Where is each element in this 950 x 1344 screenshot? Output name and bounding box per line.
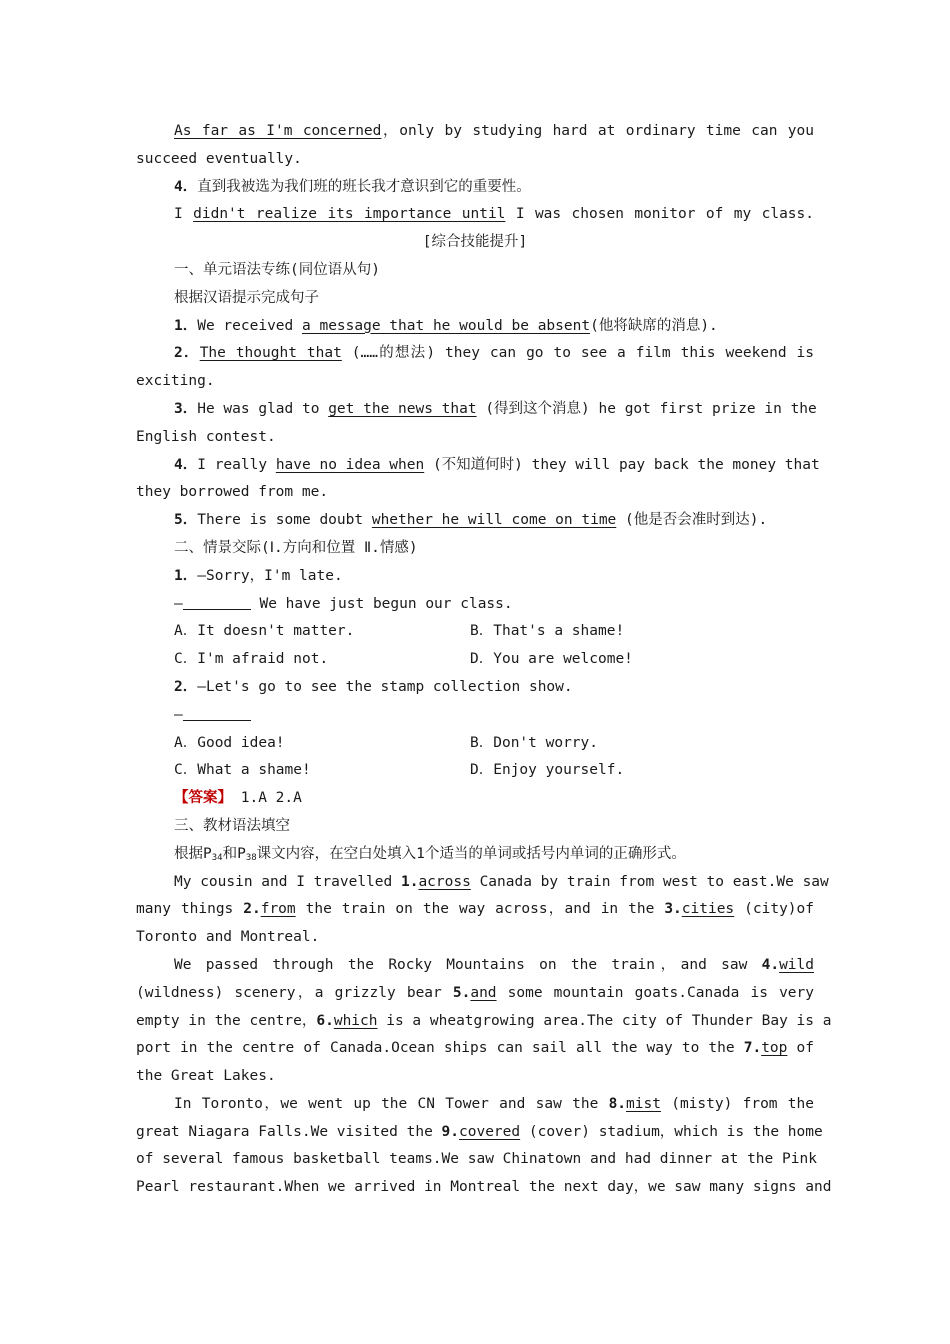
exercise-item: [136, 340, 814, 368]
passage-text: (misty) from the: [660, 1095, 814, 1112]
item-text: He was glad to: [197, 400, 329, 417]
text-line: [136, 118, 814, 146]
item-text: (得到这个消息) he got first prize in the: [485, 400, 817, 417]
exercise-item: [136, 313, 814, 341]
blank-number: 5.: [452, 984, 471, 1001]
passage-text: (wildness) scenery，a grizzly bear: [136, 984, 453, 1001]
blank-number: 4.: [761, 956, 780, 973]
dash: —: [174, 595, 183, 612]
passage-text: many things: [136, 901, 244, 918]
text-line: [136, 201, 814, 229]
passage-line: [136, 869, 829, 897]
item-number: 4．: [174, 456, 198, 473]
answer-tag: 【答案】: [174, 790, 232, 807]
option-d[interactable]: D．You are welcome!: [470, 651, 633, 668]
item-number: 1．: [174, 317, 198, 334]
exercise-item: [136, 452, 820, 480]
instructions: 根据汉语提示完成句子: [174, 289, 319, 306]
passage-line: [136, 952, 814, 980]
answer-text: mist: [626, 1095, 661, 1112]
dialogue-question: [136, 563, 814, 591]
answer-text: wild: [779, 956, 814, 973]
answer-text: covered: [459, 1123, 521, 1140]
answer-text: The thought that: [199, 345, 342, 362]
item-text: I really: [197, 456, 276, 473]
blank-number: 7.: [743, 1040, 762, 1057]
section-title: 一、单元语法专练(同位语从句): [174, 261, 380, 278]
sentence-text: I was chosen monitor of my class.: [505, 206, 814, 223]
blank-number: 8.: [608, 1095, 627, 1112]
exercise-item: [136, 396, 817, 424]
passage-text: port in the centre of Canada.Ocean ships can sail all the way to the: [136, 1040, 744, 1057]
question-text: 直到我被选为我们班的班长我才意识到它的重要性。: [197, 178, 531, 195]
passage-line: [136, 1119, 823, 1147]
text-line: English contest.: [136, 428, 276, 445]
answer-text: get the news that: [328, 400, 477, 417]
document-page: [136, 118, 832, 1202]
answer-text: a message that he would be absent: [302, 317, 591, 334]
question-line: [136, 174, 814, 202]
passage-line: [136, 980, 814, 1008]
section-title: 三、教材语法填空: [174, 817, 290, 834]
sentence-text: I: [174, 206, 194, 223]
answer-text: which: [333, 1012, 378, 1029]
passage-text: the train on the way across，and in the: [295, 901, 665, 918]
item-number: 3．: [174, 400, 198, 417]
item-number: 2．: [174, 678, 198, 695]
option-a[interactable]: A．Good idea!: [174, 734, 285, 751]
option-b[interactable]: B．Don't worry.: [470, 734, 598, 751]
page-subscript: 34: [211, 852, 223, 863]
options-row: [136, 730, 814, 758]
passage-text: of: [787, 1040, 814, 1057]
passage-line: Pearl restaurant.When we arrived in Montreal the next day，we saw many signs and: [136, 1179, 832, 1196]
answer-text: cities: [681, 901, 735, 918]
dash: —: [174, 706, 183, 723]
sentence-text: ，only by studying hard at ordinary time can you: [381, 123, 814, 139]
passage-text: My cousin and I travelled: [174, 873, 401, 890]
passage-text: We passed through the Rocky Mountains on the train，and saw: [174, 956, 762, 973]
answer-text: have no idea when: [275, 456, 425, 473]
item-text: (……的想法) they can go to see a film this weekend is: [351, 345, 814, 362]
section-title: 二、情景交际(Ⅰ.方向和位置 Ⅱ.情感): [174, 539, 418, 556]
answer-text: across: [418, 873, 471, 890]
text-line: succeed eventually.: [136, 150, 302, 167]
blank-number: 3.: [664, 901, 682, 918]
instr-text: 根据P: [174, 845, 212, 862]
passage-text: Canada by train from west to east.We saw: [470, 873, 829, 890]
answer-text: from: [260, 901, 296, 918]
item-number: 2．: [174, 345, 200, 362]
passage-line: [136, 1035, 814, 1063]
blank-number: 9.: [441, 1123, 460, 1140]
passage-text: is a wheatgrowing area.The city of Thunder Bay is a: [377, 1012, 832, 1029]
item-number: 1．: [174, 567, 198, 584]
answer-text: As far as I'm concerned: [174, 123, 382, 139]
blank-number: 2.: [243, 901, 261, 918]
text-line: exciting.: [136, 373, 215, 390]
section-heading: [综合技能提升]: [422, 234, 528, 251]
item-text: (他是否会准时到达).: [625, 512, 768, 529]
passage-text: (city)of: [734, 901, 814, 918]
options-row: [136, 757, 814, 785]
page-subscript: 38: [245, 852, 257, 863]
option-d[interactable]: D．Enjoy yourself.: [470, 762, 625, 779]
option-b[interactable]: B．That's a shame!: [470, 623, 625, 640]
passage-text: (cover) stadium，which is the home: [520, 1123, 823, 1140]
passage-text: great Niagara Falls.We visited the: [136, 1123, 442, 1140]
dialogue-reply: [136, 702, 814, 730]
passage-text: empty in the centre，: [136, 1012, 317, 1029]
item-text: We received: [197, 317, 302, 334]
option-c[interactable]: C．I'm afraid not.: [174, 651, 329, 668]
item-number: 5．: [174, 512, 198, 529]
instr-text: 和P: [222, 845, 246, 862]
option-a[interactable]: A．It doesn't matter.: [174, 623, 355, 640]
reply-text: We have just begun our class.: [250, 595, 513, 612]
options-row: [136, 646, 814, 674]
instructions: [136, 841, 814, 869]
answer-blank[interactable]: [183, 595, 251, 610]
text-line: they borrowed from me.: [136, 484, 329, 501]
dialogue-reply: [136, 591, 814, 619]
answer-line: [136, 785, 814, 813]
passage-line: of several famous basketball teams.We saw Chinatown and had dinner at the Pink: [136, 1151, 817, 1168]
answer-text: top: [761, 1040, 788, 1057]
blank-number: 6.: [316, 1012, 334, 1029]
passage-text: some mountain goats.Canada is very: [496, 984, 814, 1001]
answer-text: whether he will come on time: [371, 512, 617, 529]
passage-line: [136, 896, 814, 924]
passage-line: [136, 1008, 832, 1036]
options-row: [136, 618, 814, 646]
blank-number: 1.: [400, 873, 419, 890]
answer-blank[interactable]: [183, 706, 251, 721]
item-text: (他将缺席的消息).: [590, 317, 718, 334]
answer-text: didn't realize its importance until: [193, 206, 506, 223]
instr-text: 课文内容，在空白处填入1个适当的单词或括号内单词的正确形式。: [256, 845, 686, 862]
passage-line: the Great Lakes.: [136, 1068, 276, 1085]
passage-line: [136, 1091, 814, 1119]
option-c[interactable]: C．What a shame!: [174, 762, 311, 779]
dialogue-question: [136, 674, 814, 702]
question-text: —Sorry，I'm late.: [197, 567, 343, 584]
exercise-item: [136, 507, 814, 535]
answer-key: 1.A 2.A: [240, 790, 302, 807]
passage-text: In Toronto，we went up the CN Tower and saw the: [174, 1095, 609, 1112]
question-text: —Let's go to see the stamp collection show.: [197, 678, 573, 695]
question-number: 4．: [174, 178, 198, 195]
item-text: There is some doubt: [197, 512, 372, 529]
answer-text: and: [470, 984, 497, 1001]
passage-line: Toronto and Montreal.: [136, 929, 320, 946]
item-text: (不知道何时) they will pay back the money that: [432, 456, 820, 473]
